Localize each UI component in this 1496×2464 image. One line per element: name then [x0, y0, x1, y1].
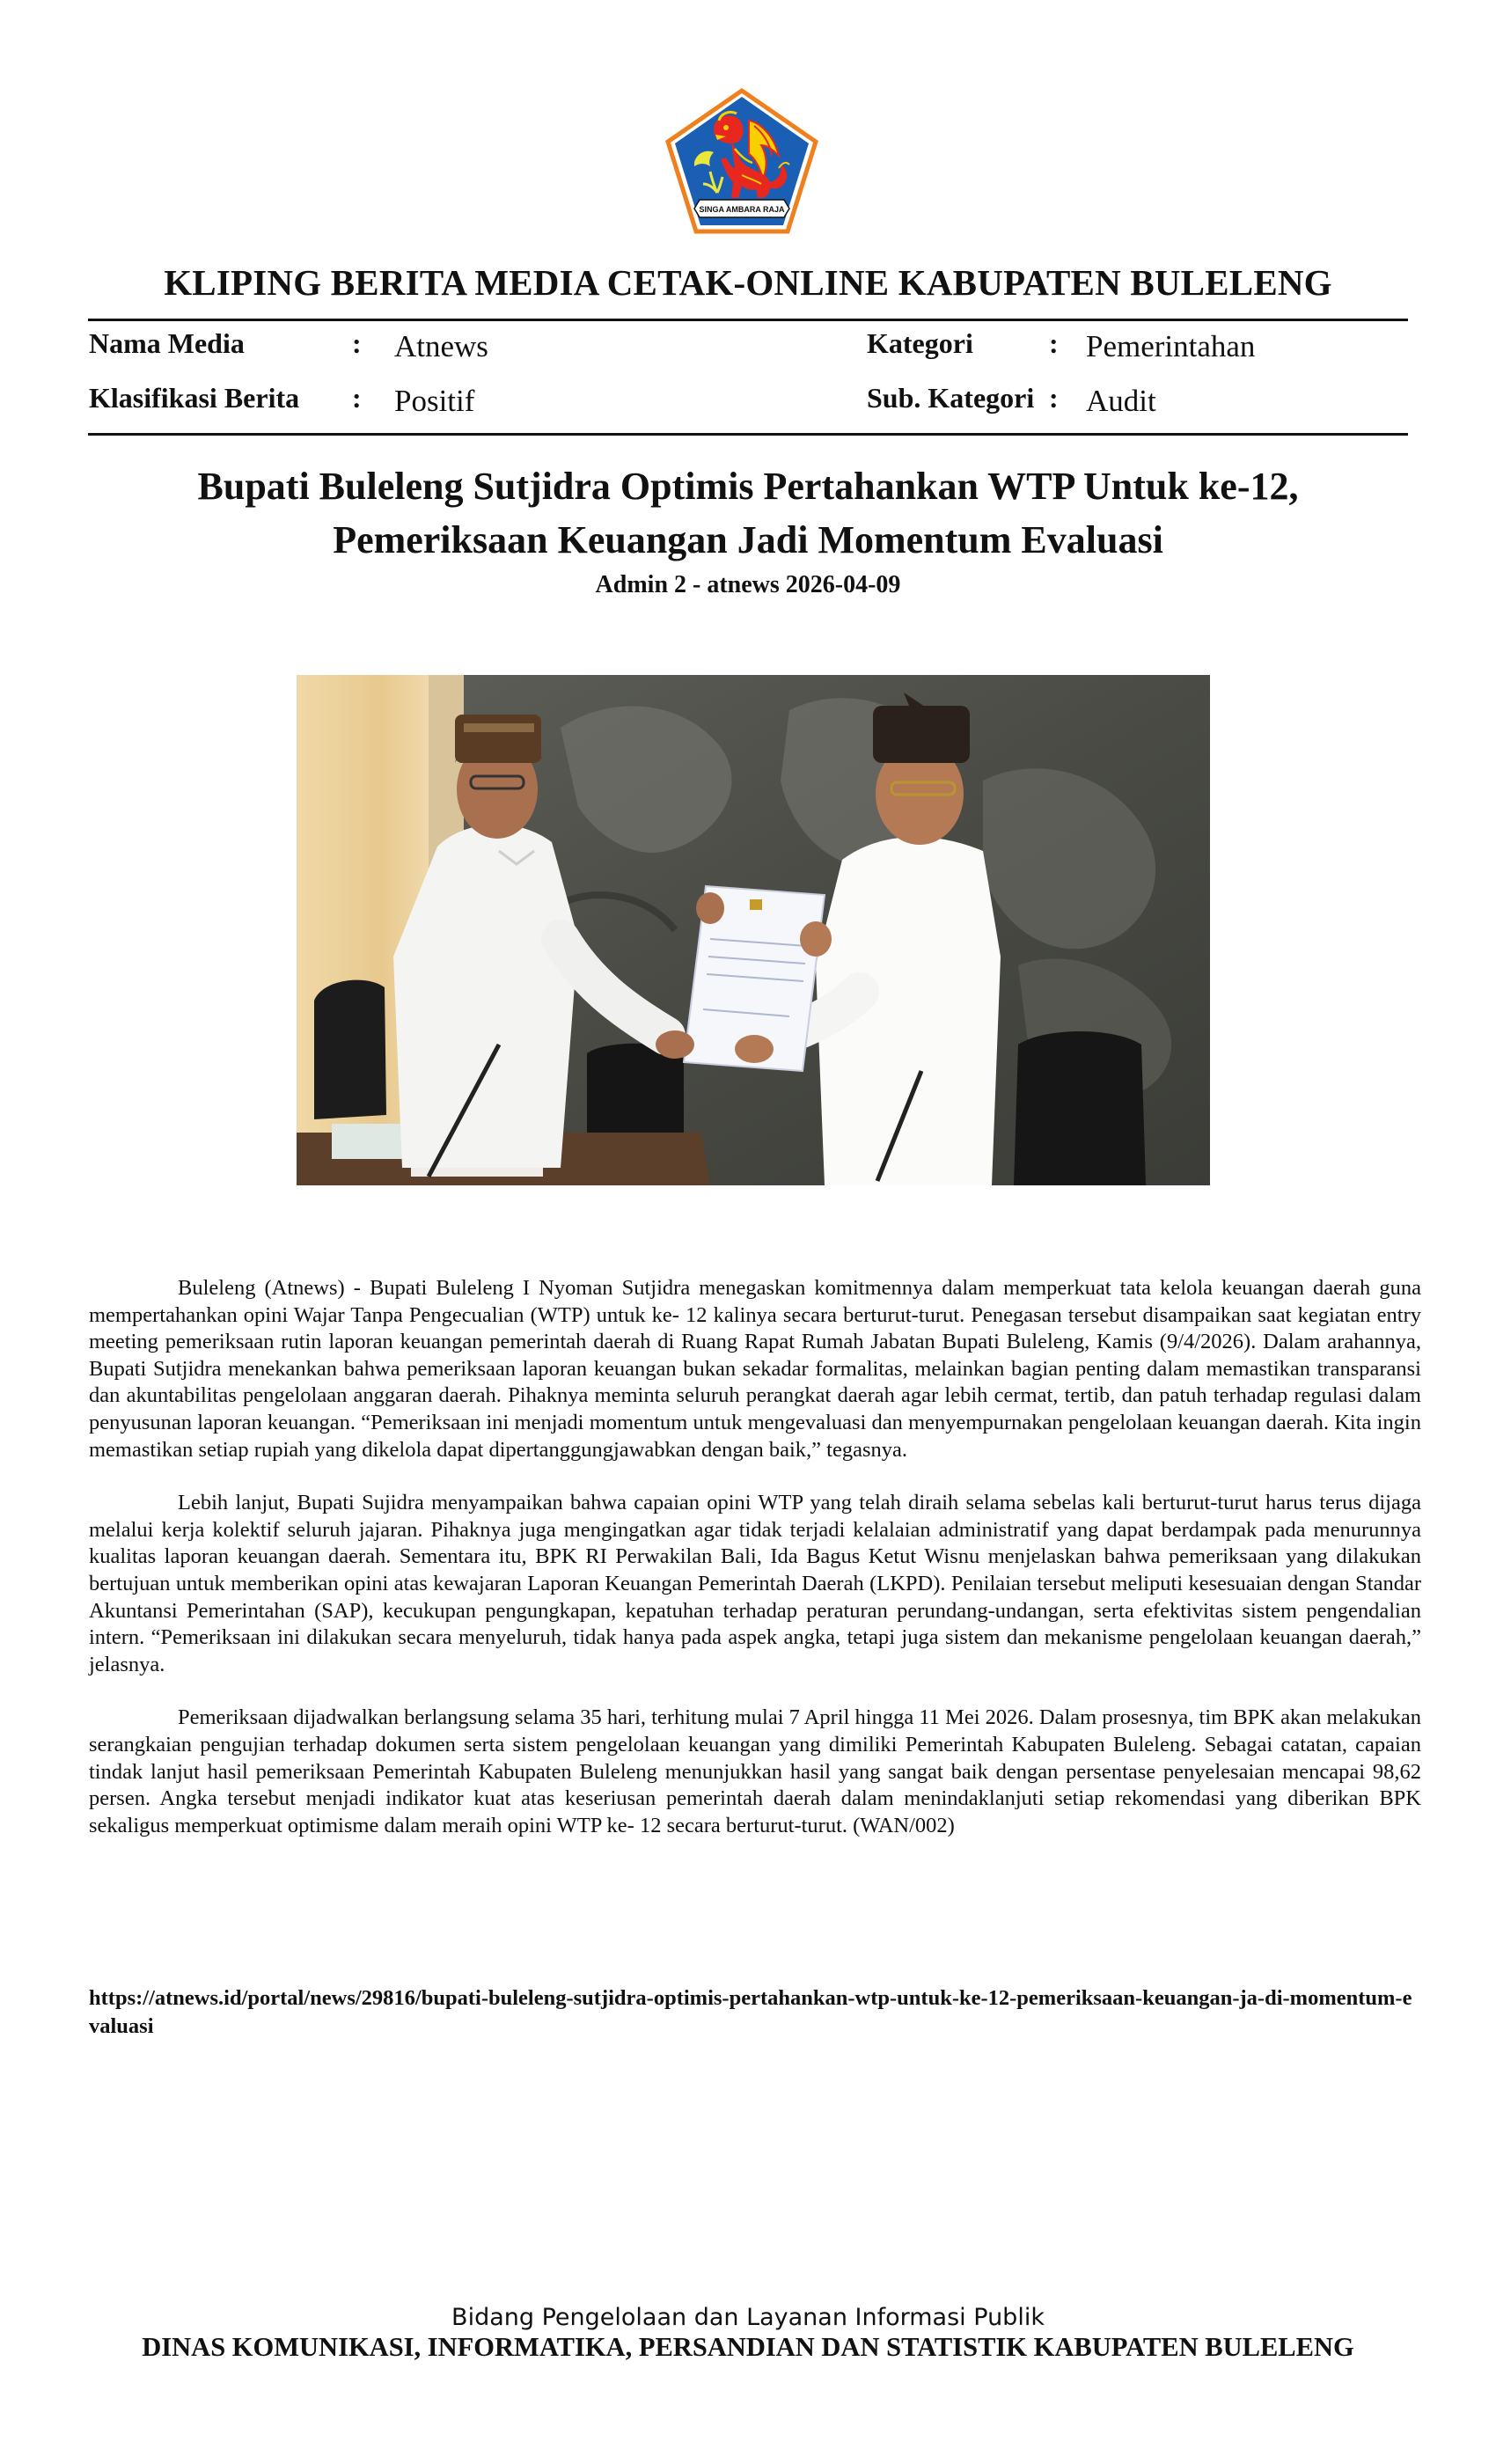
- category-label: Kategori: [867, 327, 973, 359]
- news-classification-label: Klasifikasi Berita: [89, 382, 300, 414]
- footer-agency-name: DINAS KOMUNIKASI, INFORMATIKA, PERSANDIAN DAN STATISTIK KABUPATEN BULELENG: [142, 2332, 1354, 2362]
- document-handover-photo: [297, 675, 1210, 1185]
- article-headline: [88, 459, 1408, 567]
- sub-category-value: Audit: [1086, 384, 1156, 418]
- clipping-header-title: KLIPING BERITA MEDIA CETAK-ONLINE KABUPATEN BULELENG: [164, 262, 1332, 303]
- media-name-value: Atnews: [394, 329, 488, 363]
- logo-motto: SINGA AMBARA RAJA: [699, 205, 785, 214]
- headline-line-2: Pemeriksaan Keuangan Jadi Momentum Evaluasi: [333, 518, 1163, 561]
- sub-category-colon: :: [1049, 382, 1059, 414]
- category-value: Pemerintahan: [1086, 329, 1256, 363]
- article-paragraph: Pemeriksaan dijadwalkan berlangsung selama 35 hari, terhitung mulai 7 April hingga 11 Mei 2026. Dalam prosesnya, tim BPK akan melakukan serangkaian pengujian terhadap dokumen serta sistem pengelolaan keuangan yang dimiliki Pemerintah Kabupaten Buleleng. Sebagai catatan, capaian tindak lanjut hasil pemeriksaan Pemerintah Kabupaten Buleleng menunjukkan hasil yang sangat baik dengan persentase penyelesaian mencapai 98,62 persen. Angka tersebut menjadi indikator kuat atas keseriusan pemerintah daerah dalam menindaklanjuti setiap rekomendasi yang diberikan BPK sekaligus memperkuat optimisme dalam meraih opini WTP ke- 12 secara berturut-turut. (WAN/002): [89, 1705, 1421, 1837]
- media-name-colon: :: [352, 327, 362, 359]
- article-paragraph: Buleleng (Atnews) - Bupati Buleleng I Nyoman Sutjidra menegaskan komitmennya dalam memperkuat tata kelola keuangan daerah guna mempertahankan opini Wajar Tanpa Pengecualian (WTP) untuk ke- 12 kalinya secara berturut-turut. Penegasan tersebut disampaikan saat kegiatan entry meeting pemeriksaan rutin laporan keuangan pemerintah daerah di Ruang Rapat Rumah Jabatan Bupati Buleleng, Kamis (9/4/2026). Dalam arahannya, Bupati Sutjidra menekankan bahwa pemeriksaan laporan keuangan bukan sekadar formalitas, melainkan bagian penting dalam memastikan transparansi dan akuntabilitas pengelolaan anggaran daerah. Pihaknya meminta seluruh perangkat daerah agar lebih cermat, tertib, dan patuh terhadap regulasi dalam penyusunan laporan keuangan. “Pemeriksaan ini menjadi momentum untuk mengevaluasi dan menyempurnakan pengelolaan keuangan daerah. Kita ingin memastikan setiap rupiah yang dikelola dapat dipertanggungjawabkan dengan baik,” tegasnya.: [89, 1276, 1421, 1462]
- article-byline: Admin 2 - atnews 2026-04-09: [595, 571, 901, 598]
- media-name-label: Nama Media: [89, 327, 245, 359]
- article-body: [89, 1275, 1421, 1866]
- source-url-link[interactable]: https://atnews.id/portal/news/29816/bupati-buleleng-sutjidra-optimis-pertahankan-wtp-untuk-ke-12-pemeriksaan-keuangan-ja-di-momentum-evaluasi: [89, 1986, 1412, 2038]
- sub-category-label: Sub. Kategori: [867, 382, 1035, 414]
- lion-emblem-icon: [664, 87, 819, 235]
- footer-unit-name: Bidang Pengelolaan dan Layanan Informasi Publik: [451, 2304, 1045, 2331]
- news-classification-value: Positif: [394, 384, 475, 418]
- news-classification-colon: :: [352, 382, 362, 414]
- header-divider-bottom: [88, 433, 1408, 436]
- article-photo: [297, 675, 1210, 1185]
- headline-line-1: Bupati Buleleng Sutjidra Optimis Pertahankan WTP Untuk ke-12,: [197, 465, 1299, 508]
- header-divider-top: [88, 319, 1408, 321]
- category-colon: :: [1049, 327, 1059, 359]
- buleleng-regency-logo: [664, 87, 819, 235]
- article-paragraph: Lebih lanjut, Bupati Sujidra menyampaikan bahwa capaian opini WTP yang telah diraih selama sebelas kali berturut-turut harus terus dijaga melalui kerja kolektif seluruh jajaran. Pihaknya juga mengingatkan agar tidak terjadi kelalaian administratif yang dapat berdampak pada menurunnya kualitas laporan keuangan daerah. Sementara itu, BPK RI Perwakilan Bali, Ida Bagus Ketut Wisnu menjelaskan bahwa pemeriksaan yang dilakukan bertujuan untuk memberikan opini atas kewajaran Laporan Keuangan Pemerintah Daerah (LKPD). Penilaian tersebut meliputi kesesuaian dengan Standar Akuntansi Pemerintahan (SAP), kecukupan pengungkapan, kepatuhan terhadap peraturan perundang-undangan, serta efektivitas sistem pengendalian intern. “Pemeriksaan ini dilakukan secara menyeluruh, tidak hanya pada aspek angka, tetapi juga sistem dan mekanisme pengelolaan keuangan daerah,” jelasnya.: [89, 1491, 1421, 1676]
